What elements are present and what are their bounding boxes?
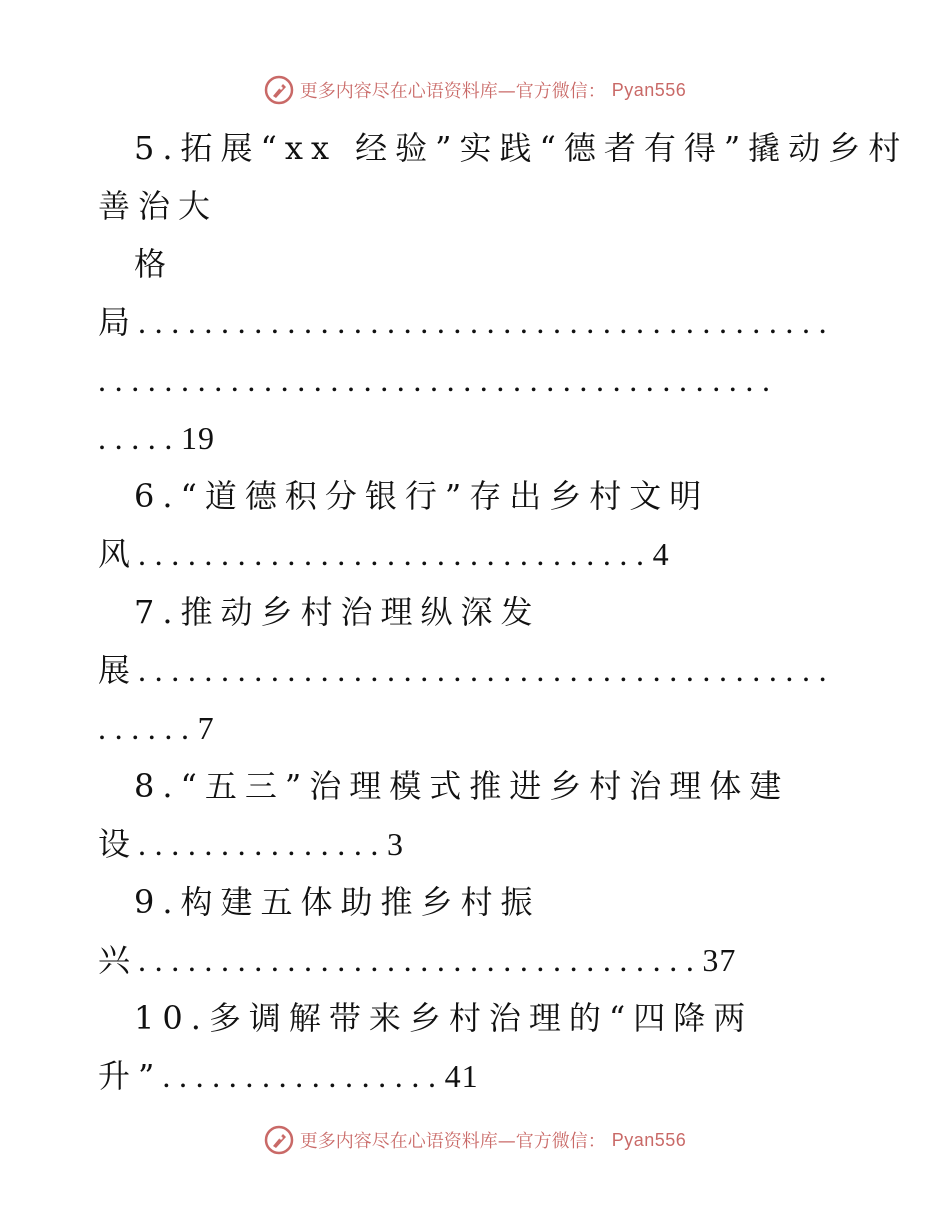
- toc-entry-5-line-4: [98, 302, 835, 342]
- toc-leader-dots: .................: [162, 1058, 445, 1094]
- toc-entry-5-title-end: 局: [98, 303, 139, 341]
- pen-logo-icon: [264, 75, 294, 105]
- toc-page-number: 3: [387, 826, 405, 862]
- watermark-top: [0, 70, 950, 110]
- watermark-handle: Pyan556: [611, 79, 687, 100]
- toc-entry-9-title-end: 兴: [98, 941, 139, 979]
- toc-entry-8-line-2: [98, 824, 404, 864]
- toc-leader-dots: ...............: [138, 826, 388, 862]
- toc-entry-5-line-6: [98, 418, 215, 458]
- toc-leader-dots: ...............................: [138, 536, 653, 572]
- toc-page-number: 37: [702, 942, 737, 978]
- toc-leader-dots: ..........................................: [138, 304, 836, 340]
- toc-leader-dots: ..................................: [138, 942, 703, 978]
- toc-entry-7-line-3: [98, 708, 215, 748]
- toc-entry-7-title-end: 展: [98, 651, 139, 689]
- toc-entry-9-line-1: 9.构建五体助推乡村振: [134, 883, 541, 921]
- toc-page-number: 7: [197, 710, 215, 746]
- toc-leader-dots: .....: [98, 420, 181, 456]
- watermark-handle: Pyan556: [611, 1129, 687, 1150]
- toc-entry-6-line-1: 6.“道德积分银行”存出乡村文明: [134, 477, 710, 515]
- toc-entry-5-line-1: 5.拓展“xx 经验”实践“德者有得”撬动乡村: [134, 129, 909, 167]
- toc-entry-6-line-2: [98, 534, 670, 574]
- watermark-text: 更多内容尽在心语资料库—官方微信：: [299, 1131, 606, 1152]
- toc-page-number: 4: [652, 536, 670, 572]
- toc-page-number: 41: [444, 1058, 479, 1094]
- toc-entry-6-title-end: 风: [98, 535, 139, 573]
- toc-entry-7-line-1: 7.推动乡村治理纵深发: [134, 593, 541, 631]
- toc-entry-5-line-2: 善治大: [98, 187, 219, 225]
- toc-leader-dots: ......: [98, 710, 198, 746]
- toc-leader-dots: ..........................................: [138, 652, 836, 688]
- watermark-bottom: [0, 1120, 950, 1160]
- pen-logo-icon: [264, 1125, 294, 1155]
- toc-entry-10-line-2: [98, 1056, 479, 1096]
- toc-entry-9-line-2: [98, 940, 736, 980]
- toc-entry-5-line-5: [98, 360, 779, 400]
- toc-entry-8-line-1: 8.“五三”治理模式推进乡村治理体建: [134, 767, 790, 805]
- toc-entry-8-title-end: 设: [98, 825, 139, 863]
- watermark-text: 更多内容尽在心语资料库—官方微信：: [299, 81, 606, 102]
- toc-leader-dots: .........................................: [98, 362, 779, 398]
- toc-page-number: 19: [181, 420, 215, 456]
- toc-entry-7-line-2: [98, 650, 835, 690]
- toc-entry-10-title-end: 升”: [98, 1057, 163, 1095]
- toc-entry-5-line-3: 格: [134, 245, 175, 283]
- toc-entry-10-line-1: 10.多调解带来乡村治理的“四降两: [134, 999, 754, 1037]
